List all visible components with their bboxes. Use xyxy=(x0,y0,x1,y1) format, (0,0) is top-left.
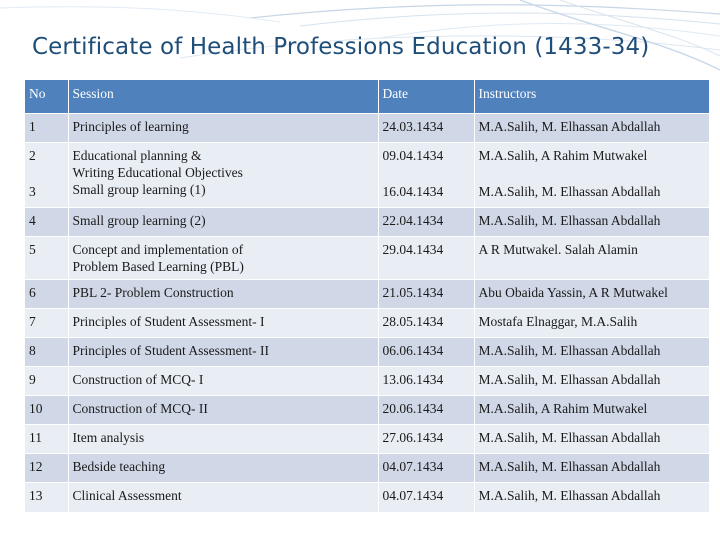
cell-date: 20.06.1434 xyxy=(378,396,474,425)
cell-no: 9 xyxy=(25,367,68,396)
header-no: No xyxy=(25,80,68,114)
cell-date: 22.04.1434 xyxy=(378,208,474,237)
cell-date: 24.03.1434 xyxy=(378,114,474,143)
table-row xyxy=(25,367,709,396)
table-row xyxy=(25,425,709,454)
cell-instructors: M.A.Salih, M. Elhassan Abdallah xyxy=(474,483,709,512)
table-row xyxy=(25,280,709,309)
page-title: Certificate of Health Professions Education (1433-34) xyxy=(32,34,650,60)
table-row xyxy=(25,454,709,483)
cell-instructors: M.A.Salih, M. Elhassan Abdallah xyxy=(474,114,709,143)
cell-instructors: Abu Obaida Yassin, A R Mutwakel xyxy=(474,280,709,309)
cell-session-c: Small group learning (1) xyxy=(72,182,206,197)
cell-date-a: 09.04.1434 xyxy=(382,148,444,163)
cell-no: 8 xyxy=(25,338,68,367)
cell-session-a: Concept and implementation of xyxy=(72,242,244,257)
header-session: Session xyxy=(68,80,378,114)
cell-date-b: 16.04.1434 xyxy=(382,184,444,199)
cell-instructors-b: M.A.Salih, M. Elhassan Abdallah xyxy=(478,184,661,199)
cell-no: 5 xyxy=(25,237,68,280)
cell-date: 21.05.1434 xyxy=(378,280,474,309)
table-row xyxy=(25,309,709,338)
cell-instructors: Mostafa Elnaggar, M.A.Salih xyxy=(474,309,709,338)
table-row xyxy=(25,396,709,425)
cell-session: Small group learning (2) xyxy=(68,208,378,237)
cell-session xyxy=(68,237,378,280)
table-row xyxy=(25,338,709,367)
cell-no-b: 3 xyxy=(29,184,36,199)
cell-session: Bedside teaching xyxy=(68,454,378,483)
cell-session: Item analysis xyxy=(68,425,378,454)
cell-instructors: A R Mutwakel. Salah Alamin xyxy=(474,237,709,280)
cell-session xyxy=(68,143,378,208)
cell-session-a: Educational planning & xyxy=(72,148,202,163)
cell-instructors: M.A.Salih, M. Elhassan Abdallah xyxy=(474,367,709,396)
cell-no: 10 xyxy=(25,396,68,425)
cell-date: 13.06.1434 xyxy=(378,367,474,396)
cell-date xyxy=(378,143,474,208)
cell-instructors: M.A.Salih, M. Elhassan Abdallah xyxy=(474,208,709,237)
cell-session: Construction of MCQ- I xyxy=(68,367,378,396)
cell-no: 11 xyxy=(25,425,68,454)
table-row xyxy=(25,114,709,143)
cell-date: 29.04.1434 xyxy=(378,237,474,280)
cell-session: Construction of MCQ- II xyxy=(68,396,378,425)
cell-no: 1 xyxy=(25,114,68,143)
cell-instructors: M.A.Salih, M. Elhassan Abdallah xyxy=(474,454,709,483)
cell-date: 06.06.1434 xyxy=(378,338,474,367)
table-row xyxy=(25,237,709,280)
table-row xyxy=(25,483,709,512)
header-instructors: Instructors xyxy=(474,80,709,114)
sessions-table xyxy=(25,80,709,512)
cell-no: 12 xyxy=(25,454,68,483)
cell-instructors: M.A.Salih, M. Elhassan Abdallah xyxy=(474,338,709,367)
cell-no: 13 xyxy=(25,483,68,512)
cell-no: 4 xyxy=(25,208,68,237)
cell-session-b: Problem Based Learning (PBL) xyxy=(72,259,244,274)
cell-no: 6 xyxy=(25,280,68,309)
table-header-row xyxy=(25,80,709,114)
cell-date: 04.07.1434 xyxy=(378,454,474,483)
cell-no xyxy=(25,143,68,208)
cell-instructors-a: M.A.Salih, A Rahim Mutwakel xyxy=(478,148,648,163)
cell-instructors xyxy=(474,143,709,208)
cell-date: 04.07.1434 xyxy=(378,483,474,512)
cell-instructors: M.A.Salih, A Rahim Mutwakel xyxy=(474,396,709,425)
cell-session: Principles of learning xyxy=(68,114,378,143)
cell-session: Clinical Assessment xyxy=(68,483,378,512)
cell-instructors: M.A.Salih, M. Elhassan Abdallah xyxy=(474,425,709,454)
cell-session: Principles of Student Assessment- I xyxy=(68,309,378,338)
cell-date: 27.06.1434 xyxy=(378,425,474,454)
cell-session-b: Writing Educational Objectives xyxy=(72,165,243,180)
header-date: Date xyxy=(378,80,474,114)
table-row xyxy=(25,143,709,208)
cell-no-a: 2 xyxy=(29,148,36,163)
cell-session: PBL 2- Problem Construction xyxy=(68,280,378,309)
table-row xyxy=(25,208,709,237)
cell-no: 7 xyxy=(25,309,68,338)
cell-session: Principles of Student Assessment- II xyxy=(68,338,378,367)
cell-date: 28.05.1434 xyxy=(378,309,474,338)
